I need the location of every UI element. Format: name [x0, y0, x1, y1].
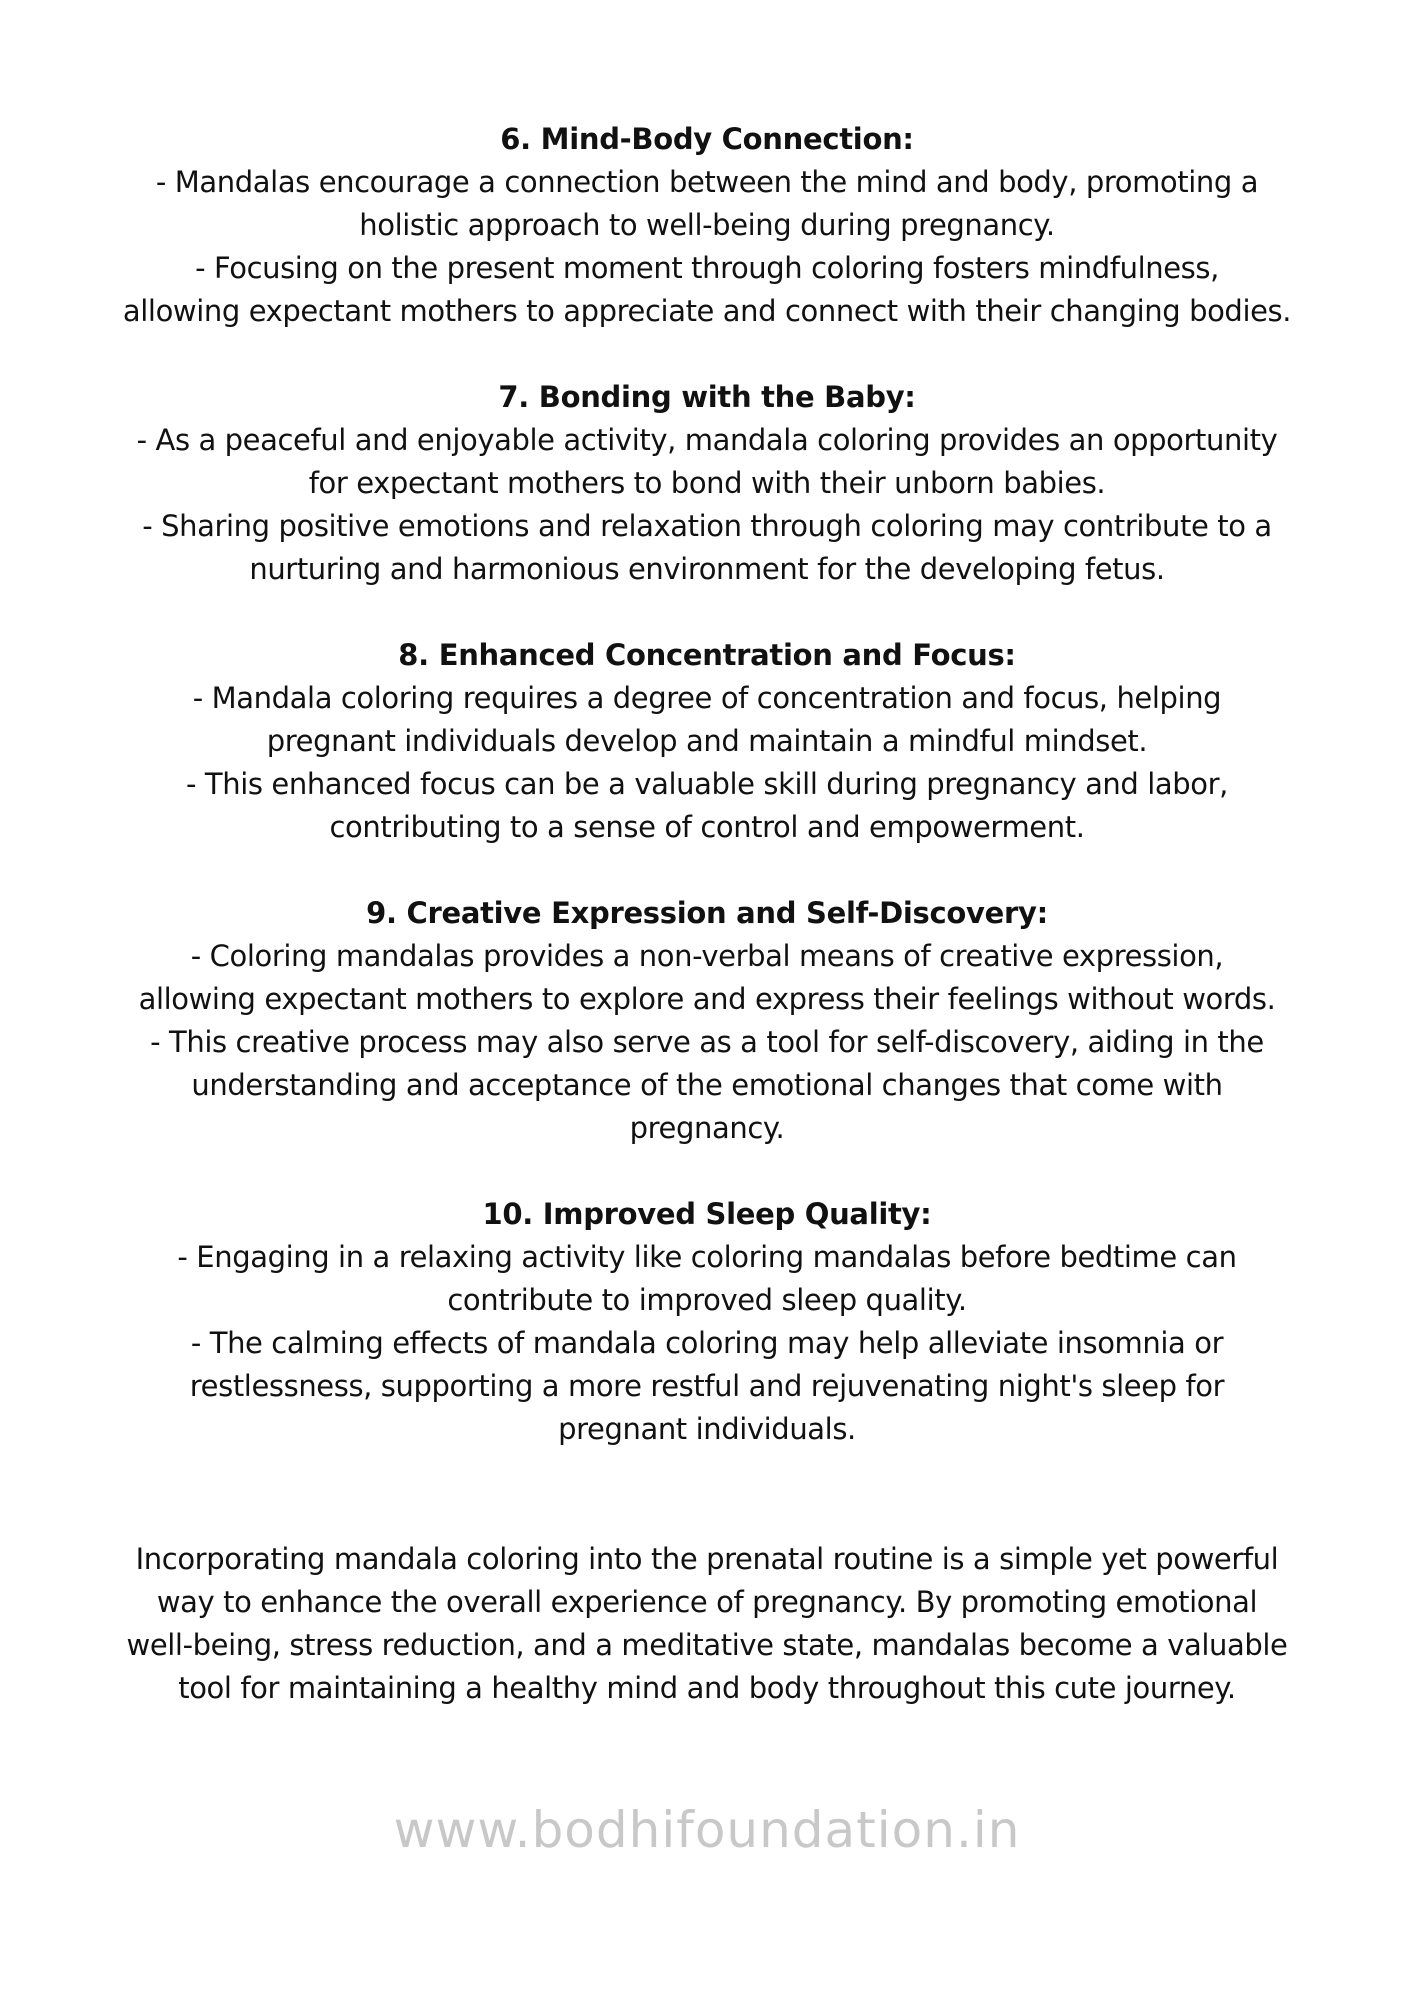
text-line: - Sharing positive emotions and relaxation through coloring may contribute to a	[142, 509, 1272, 543]
text-line: restlessness, supporting a more restful and rejuvenating night's sleep for	[189, 1369, 1225, 1403]
section-title: 10. Improved Sleep Quality:	[482, 1197, 932, 1231]
text-line: - This enhanced focus can be a valuable skill during pregnancy and labor,	[186, 767, 1228, 801]
text-line: contribute to improved sleep quality.	[447, 1283, 967, 1317]
text-line: - This creative process may also serve as a tool for self-discovery, aiding in the	[150, 1025, 1264, 1059]
section-creative-expression	[60, 892, 1354, 1150]
section-enhanced-concentration	[60, 634, 1354, 849]
text-line: - The calming effects of mandala coloring may help alleviate insomnia or	[190, 1326, 1224, 1360]
text-line: well-being, stress reduction, and a meditative state, mandalas become a valuable	[126, 1628, 1288, 1662]
conclusion-paragraph	[60, 1538, 1354, 1710]
text-line: pregnancy.	[629, 1111, 785, 1145]
text-line: tool for maintaining a healthy mind and body throughout this cute journey.	[178, 1671, 1236, 1705]
section-text	[60, 161, 1354, 333]
section-text	[60, 1236, 1354, 1451]
text-line: - Mandalas encourage a connection between the mind and body, promoting a	[155, 165, 1259, 199]
text-line: allowing expectant mothers to appreciate and connect with their changing bodies.	[122, 294, 1292, 328]
section-bonding-with-baby	[60, 376, 1354, 591]
text-line: for expectant mothers to bond with their unborn babies.	[308, 466, 1106, 500]
text-line: pregnant individuals develop and maintain a mindful mindset.	[266, 724, 1148, 758]
text-line: way to enhance the overall experience of pregnancy. By promoting emotional	[156, 1585, 1258, 1619]
text-line: allowing expectant mothers to explore and express their feelings without words.	[138, 982, 1276, 1016]
text-line: - Mandala coloring requires a degree of concentration and focus, helping	[192, 681, 1222, 715]
text-line: understanding and acceptance of the emotional changes that come with	[191, 1068, 1223, 1102]
section-text	[60, 677, 1354, 849]
text-line: nurturing and harmonious environment for the developing fetus.	[249, 552, 1165, 586]
text-line: Incorporating mandala coloring into the prenatal routine is a simple yet powerful	[135, 1542, 1279, 1576]
text-line: - Engaging in a relaxing activity like coloring mandalas before bedtime can	[177, 1240, 1237, 1274]
text-line: - Focusing on the present moment through coloring fosters mindfulness,	[195, 251, 1219, 285]
text-line: contributing to a sense of control and empowerment.	[329, 810, 1085, 844]
section-title: 8. Enhanced Concentration and Focus:	[398, 638, 1016, 672]
footer-website: www.bodhifoundation.in	[393, 1801, 1021, 1859]
text-line: pregnant individuals.	[558, 1412, 856, 1446]
section-mind-body-connection	[60, 118, 1354, 333]
section-improved-sleep	[60, 1193, 1354, 1451]
section-title: 7. Bonding with the Baby:	[498, 380, 916, 414]
text-line: - As a peaceful and enjoyable activity, mandala coloring provides an opportunity	[136, 423, 1278, 457]
text-line: - Coloring mandalas provides a non-verbal means of creative expression,	[190, 939, 1224, 973]
section-title: 6. Mind-Body Connection:	[500, 122, 914, 156]
section-text	[60, 419, 1354, 591]
section-text	[60, 935, 1354, 1150]
text-line: holistic approach to well-being during pregnancy.	[359, 208, 1055, 242]
document-body	[60, 118, 1354, 1494]
section-title: 9. Creative Expression and Self-Discovery:	[366, 896, 1048, 930]
